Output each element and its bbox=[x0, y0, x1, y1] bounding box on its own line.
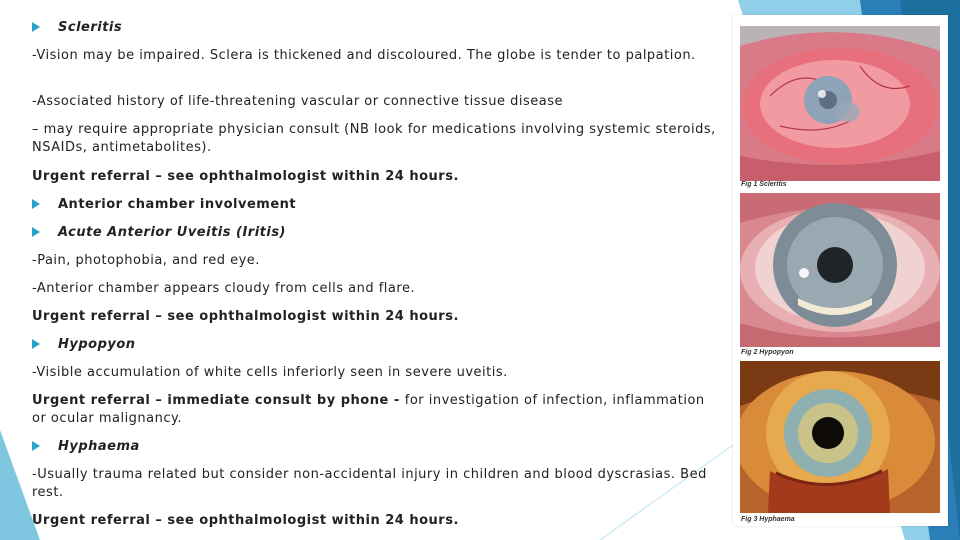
paragraph: -Usually trauma related but consider non-accidental injury in children and blood dyscrasias. Bed rest. bbox=[32, 467, 707, 500]
scleritis-photo bbox=[740, 26, 940, 181]
heading-hyphaema: Hyphaema bbox=[32, 438, 722, 456]
paragraph: – may require appropriate physician consult (NB look for medications involving systemic steroids, NSAIDs, antimetabolites). bbox=[32, 122, 716, 155]
figure-caption: Fig 2 Hypopyon bbox=[741, 349, 794, 356]
heading-uveitis: Acute Anterior Uveitis (Iritis) bbox=[32, 224, 722, 242]
triangle-bullet-icon bbox=[32, 339, 40, 349]
urgent-referral: Urgent referral – see ophthalmologist within 24 hours. bbox=[32, 169, 459, 184]
urgent-referral: Urgent referral – see ophthalmologist within 24 hours. bbox=[32, 513, 459, 528]
heading-hypopyon: Hypopyon bbox=[32, 336, 722, 354]
paragraph: -Pain, photophobia, and red eye. bbox=[32, 253, 260, 268]
heading-anterior-chamber: Anterior chamber involvement bbox=[32, 196, 722, 214]
urgent-referral: Urgent referral – see ophthalmologist within 24 hours. bbox=[32, 309, 459, 324]
paragraph: -Vision may be impaired. Sclera is thickened and discoloured. The globe is tender to palpation. bbox=[32, 48, 696, 63]
urgent-referral-phone: Urgent referral – immediate consult by phone - for investigation of infection, inflammation or ocular malignancy. bbox=[32, 393, 705, 426]
triangle-bullet-icon bbox=[32, 22, 40, 32]
paragraph: -Anterior chamber appears cloudy from cells and flare. bbox=[32, 281, 416, 296]
triangle-bullet-icon bbox=[32, 199, 40, 209]
heading-scleritis: Scleritis bbox=[32, 19, 722, 37]
paragraph: -Associated history of life-threatening vascular or connective tissue disease bbox=[32, 94, 563, 109]
figure-caption: Fig 1 Scleritis bbox=[741, 181, 787, 188]
triangle-bullet-icon bbox=[32, 441, 40, 451]
paragraph: -Visible accumulation of white cells inferiorly seen in severe uveitis. bbox=[32, 365, 508, 380]
hypopyon-photo bbox=[740, 193, 940, 347]
hyphaema-photo bbox=[740, 361, 940, 513]
figure-caption: Fig 3 Hyphaema bbox=[741, 516, 795, 523]
triangle-bullet-icon bbox=[32, 227, 40, 237]
